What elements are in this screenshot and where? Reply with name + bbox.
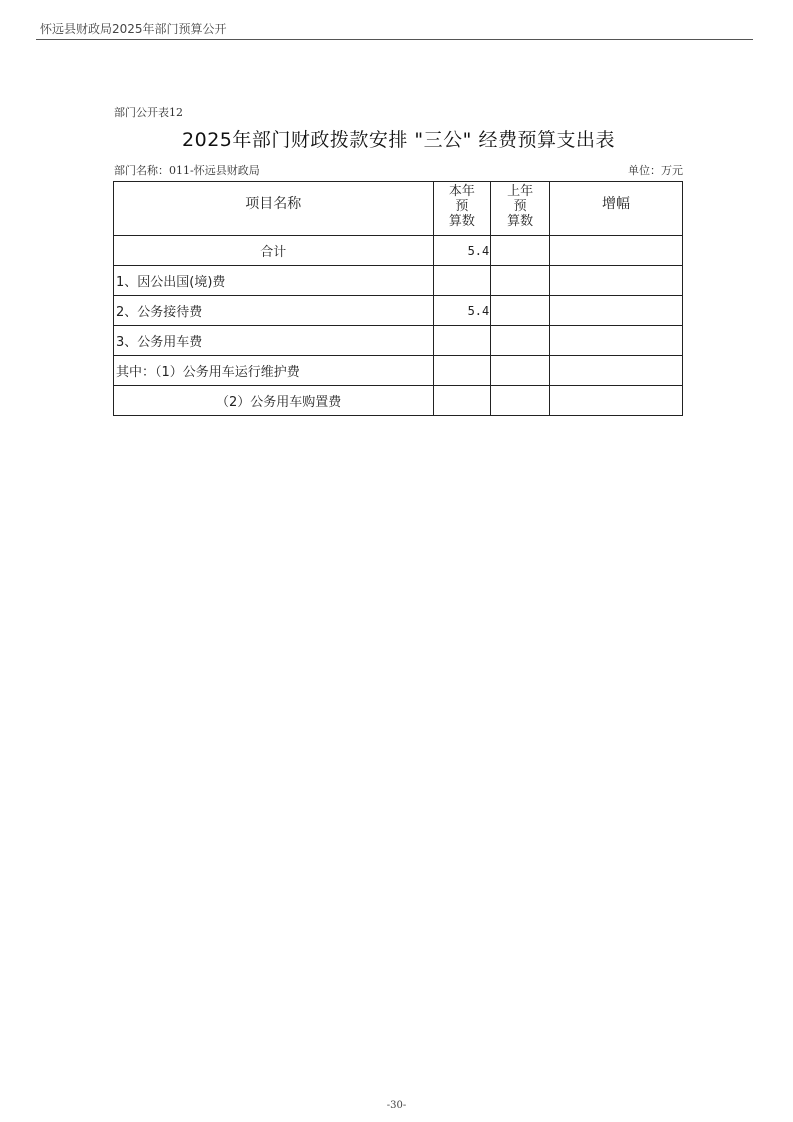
row-change (549, 386, 682, 416)
header-current-year: 本年 预 算数 (433, 182, 491, 236)
table-header-row (114, 182, 683, 236)
row-label: 合计 (114, 236, 434, 266)
row-label: 3、公务用车费 (114, 326, 434, 356)
table-row (114, 326, 683, 356)
row-label: （2）公务用车购置费 (114, 386, 434, 416)
row-label: 2、公务接待费 (114, 296, 434, 326)
row-previous (491, 236, 550, 266)
header-previous-year: 上年 预 算数 (491, 182, 550, 236)
table-row (114, 386, 683, 416)
header-item-name: 项目名称 (114, 182, 434, 236)
row-current (433, 356, 491, 386)
row-current: 5.4 (433, 236, 491, 266)
row-previous (491, 386, 550, 416)
table-row (114, 356, 683, 386)
table-row (114, 266, 683, 296)
header-rule (36, 39, 753, 40)
row-change (549, 296, 682, 326)
running-header: 怀远县财政局2025年部门预算公开 (40, 22, 227, 36)
row-change (549, 356, 682, 386)
row-current (433, 266, 491, 296)
row-current: 5.4 (433, 296, 491, 326)
row-previous (491, 356, 550, 386)
table-row-total (114, 236, 683, 266)
row-previous (491, 266, 550, 296)
row-previous (491, 326, 550, 356)
row-previous (491, 296, 550, 326)
page-title: 2025年部门财政拨款安排 "三公" 经费预算支出表 (182, 129, 615, 151)
row-change (549, 266, 682, 296)
department-name: 部门名称：011-怀远县财政局 (114, 164, 260, 177)
row-label: 1、因公出国(境)费 (114, 266, 434, 296)
row-label: 其中：（1）公务用车运行维护费 (114, 356, 434, 386)
header-change: 增幅 (549, 182, 682, 236)
row-current (433, 386, 491, 416)
row-current (433, 326, 491, 356)
budget-table (113, 181, 683, 416)
page-number: -30- (386, 1100, 407, 1111)
row-change (549, 326, 682, 356)
table-row (114, 296, 683, 326)
table-code: 部门公开表12 (114, 106, 183, 119)
row-change (549, 236, 682, 266)
unit-label: 单位：万元 (628, 164, 683, 177)
